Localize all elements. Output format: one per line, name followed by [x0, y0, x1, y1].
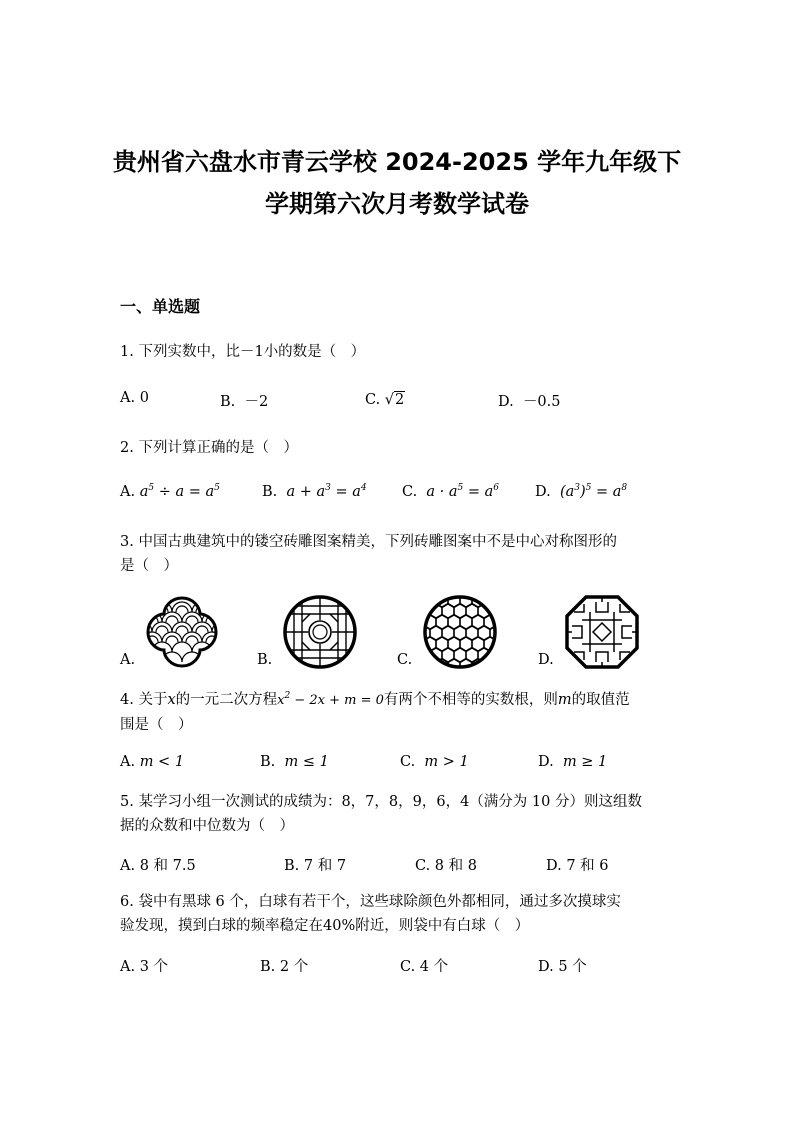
- question-5: 5. 某学习小组一次测试的成绩为：8，7，8，9，6，4（满分为 10 分）则这组数 据的众数和中位数为（ ）: [120, 794, 642, 834]
- question-2: 2. 下列计算正确的是（ ）: [120, 440, 298, 456]
- figure-a-scale-pattern-icon: [142, 592, 222, 672]
- question-1-text: 1. 下列实数中，比: [120, 344, 240, 360]
- q5-option-a[interactable]: A. 8 和 7.5: [120, 858, 196, 874]
- question-1-text-end: 小的数是（ ）: [263, 344, 366, 360]
- sqrt-symbol: √2: [384, 392, 405, 408]
- variable-x: x: [167, 692, 176, 708]
- q1-option-b[interactable]: B. －2: [220, 394, 269, 410]
- quadratic-equation: $x^2 - 2x + m = 0$: [277, 691, 384, 708]
- question-1-math: －1: [239, 344, 264, 360]
- q5-option-b[interactable]: B. 7 和 7: [284, 858, 347, 874]
- question-4: 4. 关于x的一元二次方程$x^2 - 2x + m = 0$有两个不相等的实数根，则m的取值范 围是（ ）: [120, 691, 630, 733]
- q4-option-d[interactable]: D. m ≥ 1: [538, 754, 608, 770]
- section-heading: 一、单选题: [120, 297, 201, 316]
- q4-option-a[interactable]: A. m < 1: [120, 754, 185, 770]
- q5-option-d[interactable]: D. 7 和 6: [546, 858, 609, 874]
- q4-option-b[interactable]: B. m ≤ 1: [260, 754, 329, 770]
- q1-option-c[interactable]: C. √2: [365, 392, 405, 408]
- q3-option-c[interactable]: C.: [397, 652, 413, 668]
- question-6: 6. 袋中有黑球 6 个，白球有若干个，这些球除颜色外都相同，通过多次摸球实 验发现，摸到白球的频率稳定在40%附近，则袋中有白球（ ）: [120, 894, 621, 934]
- q6-option-c[interactable]: C. 4 个: [400, 959, 449, 975]
- variable-m: m: [557, 692, 572, 708]
- q3-option-a[interactable]: A.: [120, 652, 136, 668]
- exam-title-line1: 贵州省六盘水市青云学校 2024-2025 学年九年级下: [112, 148, 682, 176]
- question-1: [120, 340, 680, 364]
- q2-option-b[interactable]: B. $a + a^3 = a^4$: [262, 483, 367, 500]
- q3-option-d[interactable]: D.: [538, 652, 554, 668]
- q2-option-c[interactable]: C. $a \cdot a^5 = a^6$: [402, 483, 500, 500]
- q2-option-d[interactable]: D. $(a^3)^5 = a^8$: [535, 483, 628, 500]
- question-3: 3. 中国古典建筑中的镂空砖雕图案精美，下列砖雕图案中不是中心对称图形的 是（ ）: [120, 534, 617, 574]
- figure-c-hexagon-circle-icon: [420, 592, 500, 672]
- q6-option-d[interactable]: D. 5 个: [538, 959, 587, 975]
- q3-option-b[interactable]: B.: [257, 652, 273, 668]
- q4-option-c[interactable]: C. m > 1: [400, 754, 469, 770]
- exam-title-line2: 学期第六次月考数学试卷: [265, 190, 529, 218]
- q2-option-a[interactable]: A. $a^5 \div a = a^5$: [120, 483, 220, 500]
- figure-b-lattice-circle-icon: [280, 592, 360, 672]
- figure-d-octagon-fret-icon: [562, 592, 642, 672]
- q6-option-a[interactable]: A. 3 个: [120, 959, 169, 975]
- q1-option-a[interactable]: A. 0: [120, 390, 149, 406]
- q1-option-d[interactable]: D. －0.5: [498, 394, 561, 410]
- percent-value: 40%: [323, 918, 356, 934]
- q6-option-b[interactable]: B. 2 个: [260, 959, 309, 975]
- q5-option-c[interactable]: C. 8 和 8: [415, 858, 477, 874]
